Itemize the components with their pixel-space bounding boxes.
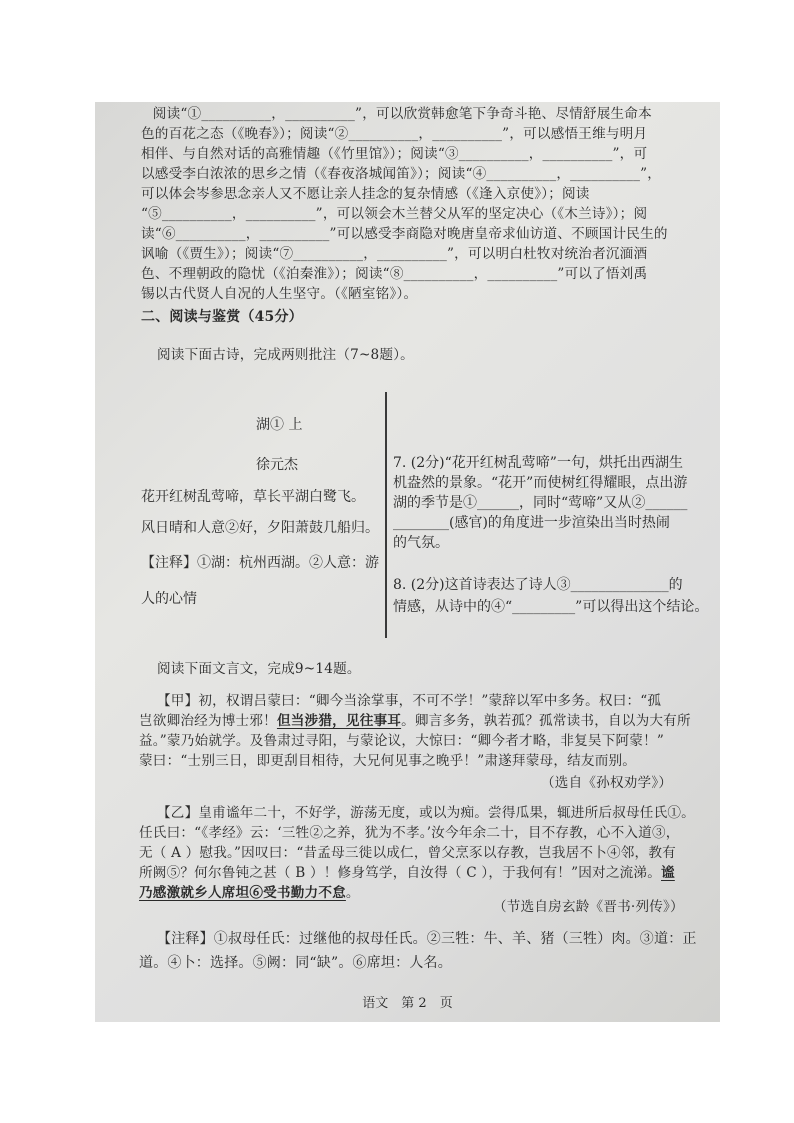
passage-jia-source: （选自《孙权劝学》） bbox=[541, 775, 673, 791]
passage-yi-line-2: 任氏曰：“《孝经》云：‘三牲②之养，犹为不孝。’汝今年余二十，目不存教，心不入道③， bbox=[139, 825, 680, 841]
poetry-recitation-line-1: 阅读“①__________，__________”，可以欣赏韩愈笔下争奇斗艳、尽情舒展生命本 bbox=[139, 106, 652, 122]
poetry-recitation-line-4: 以感受李白浓浓的思乡之情（《春夜洛城闻笛》）；阅读“④__________，__________”， bbox=[141, 166, 662, 182]
poem-note-line-2: 人的心情 bbox=[141, 591, 197, 607]
poetry-recitation-line-5: 可以体会岑参思念亲人又不愿让亲人挂念的复杂情感（《逢入京使》）；阅读 bbox=[141, 186, 590, 202]
underlined-sentence-yi: 乃感激就乡人席坦⑥受书勤力不怠 bbox=[139, 885, 346, 901]
passage-jia-line-3: 益。”蒙乃始就学。及鲁肃过寻阳，与蒙论议，大惊曰：“卿今者才略，非复吴下阿蒙！” bbox=[139, 733, 665, 749]
page-footer: 语文 第 2 页 bbox=[362, 996, 453, 1011]
poem-line-1: 花开红树乱莺啼，草长平湖白鹭飞。 bbox=[141, 489, 365, 505]
passage-yi-source: （节选自房玄龄《晋书·列传》） bbox=[493, 899, 684, 915]
passage-yi-line-5: 乃感激就乡人席坦⑥受书勤力不怠。 bbox=[139, 885, 360, 901]
poetry-recitation-line-6: “⑤__________，__________”，可以领会木兰替父从军的坚定决心（《木兰诗》）；阅 bbox=[141, 206, 648, 222]
question-8-line-2: 情感，从诗中的④“_________”可以得出这个结论。 bbox=[393, 599, 709, 615]
poetry-recitation-line-8: 讽喻（《贾生》）；阅读“⑦__________，__________”，可以明白杜牧对统治者沉湎酒 bbox=[141, 246, 648, 262]
poetry-recitation-line-3: 相伴、与自然对话的高雅情趣（《竹里馆》）；阅读“③__________，__________”，可 bbox=[141, 146, 648, 162]
question-7-line-3: 湖的季节是①______，同时“莺啼”又从②______ bbox=[393, 495, 688, 511]
underlined-sentence-jia: 但当涉猎，见往事耳 bbox=[276, 713, 402, 729]
question-7-line-1: 7. (2分)“花开红树乱莺啼”一句，烘托出西湖生 bbox=[393, 455, 683, 471]
question-7-line-5: 的气氛。 bbox=[393, 535, 449, 551]
poetry-recitation-line-7: 读“⑥__________，__________”可以感受李商隐对晚唐皇帝求仙访道、不顾国计民生的 bbox=[141, 226, 668, 242]
poetry-recitation-line-2: 色的百花之态（《晚春》）；阅读“②__________，__________”，可以感悟王维与明月 bbox=[141, 126, 648, 142]
question-7-line-2: 机盎然的景象。“花开”而使树红得耀眼，点出游 bbox=[393, 475, 688, 491]
section-heading: 二、阅读与鉴赏（45分） bbox=[141, 309, 303, 325]
question-7-line-4: ________(感官)的角度进一步渲染出当时热闹 bbox=[393, 515, 670, 531]
classical-note-line-2: 道。④卜：选择。⑤阙：同“缺”。⑥席坦：人名。 bbox=[139, 955, 452, 971]
passage-jia-line-4: 蒙曰：“士别三日，即更刮目相待，大兄何见事之晚乎！”肃遂拜蒙母，结友而别。 bbox=[139, 753, 637, 769]
classical-note-line-1: 【注释】①叔母任氏：过继他的叔母任氏。②三牲：牛、羊、猪（三牲）肉。③道：正 bbox=[157, 931, 697, 947]
passage-yi-line-3: 无（ A ）慰我。”因叹曰：“昔孟母三徙以成仁，曾父烹豕以存教，岂我居不卜④邻，教有 bbox=[139, 845, 676, 861]
passage-yi-line-1: 【乙】皇甫谧年二十，不好学，游荡无度，或以为痴。尝得瓜果，辄进所后叔母任氏①。 bbox=[157, 805, 695, 821]
classical-instruction: 阅读下面文言文，完成9~14题。 bbox=[157, 661, 361, 677]
passage-jia-line-2: 岂欲卿治经为博士邪！但当涉猎，见往事耳。卿言多务，孰若孤？孤常读书，自以为大有所 bbox=[139, 713, 691, 729]
poetry-recitation-line-10: 锡以古代贤人自况的人生坚守。（《陋室铭》）。 bbox=[141, 286, 418, 302]
poem-author: 徐元杰 bbox=[256, 457, 298, 473]
exam-page bbox=[95, 102, 720, 1022]
poem-line-2: 风日晴和人意②好，夕阳萧鼓几船归。 bbox=[141, 520, 379, 536]
passage-yi-line-4: 所阙⑤？何尔鲁钝之甚（ B ）！修身笃学，自汝得（ C ），于我何有！”因对之流涕。谧 bbox=[139, 865, 675, 881]
poetry-recitation-line-9: 色、不理朝政的隐忧（《泊秦淮》）；阅读“⑧__________，__________”可以了悟刘禹 bbox=[141, 266, 648, 282]
column-divider bbox=[385, 392, 387, 638]
poem-instruction: 阅读下面古诗，完成两则批注（7~8题）。 bbox=[157, 347, 414, 363]
poem-title: 湖① 上 bbox=[256, 417, 303, 433]
question-8-line-1: 8. (2分)这首诗表达了诗人③______________的 bbox=[393, 577, 683, 593]
passage-jia-line-1: 【甲】初，权谓吕蒙曰：“卿今当涂掌事，不可不学！”蒙辞以军中多务。权曰：“孤 bbox=[157, 693, 662, 709]
poem-note-line-1: 【注释】①湖：杭州西湖。②人意：游 bbox=[141, 555, 379, 571]
